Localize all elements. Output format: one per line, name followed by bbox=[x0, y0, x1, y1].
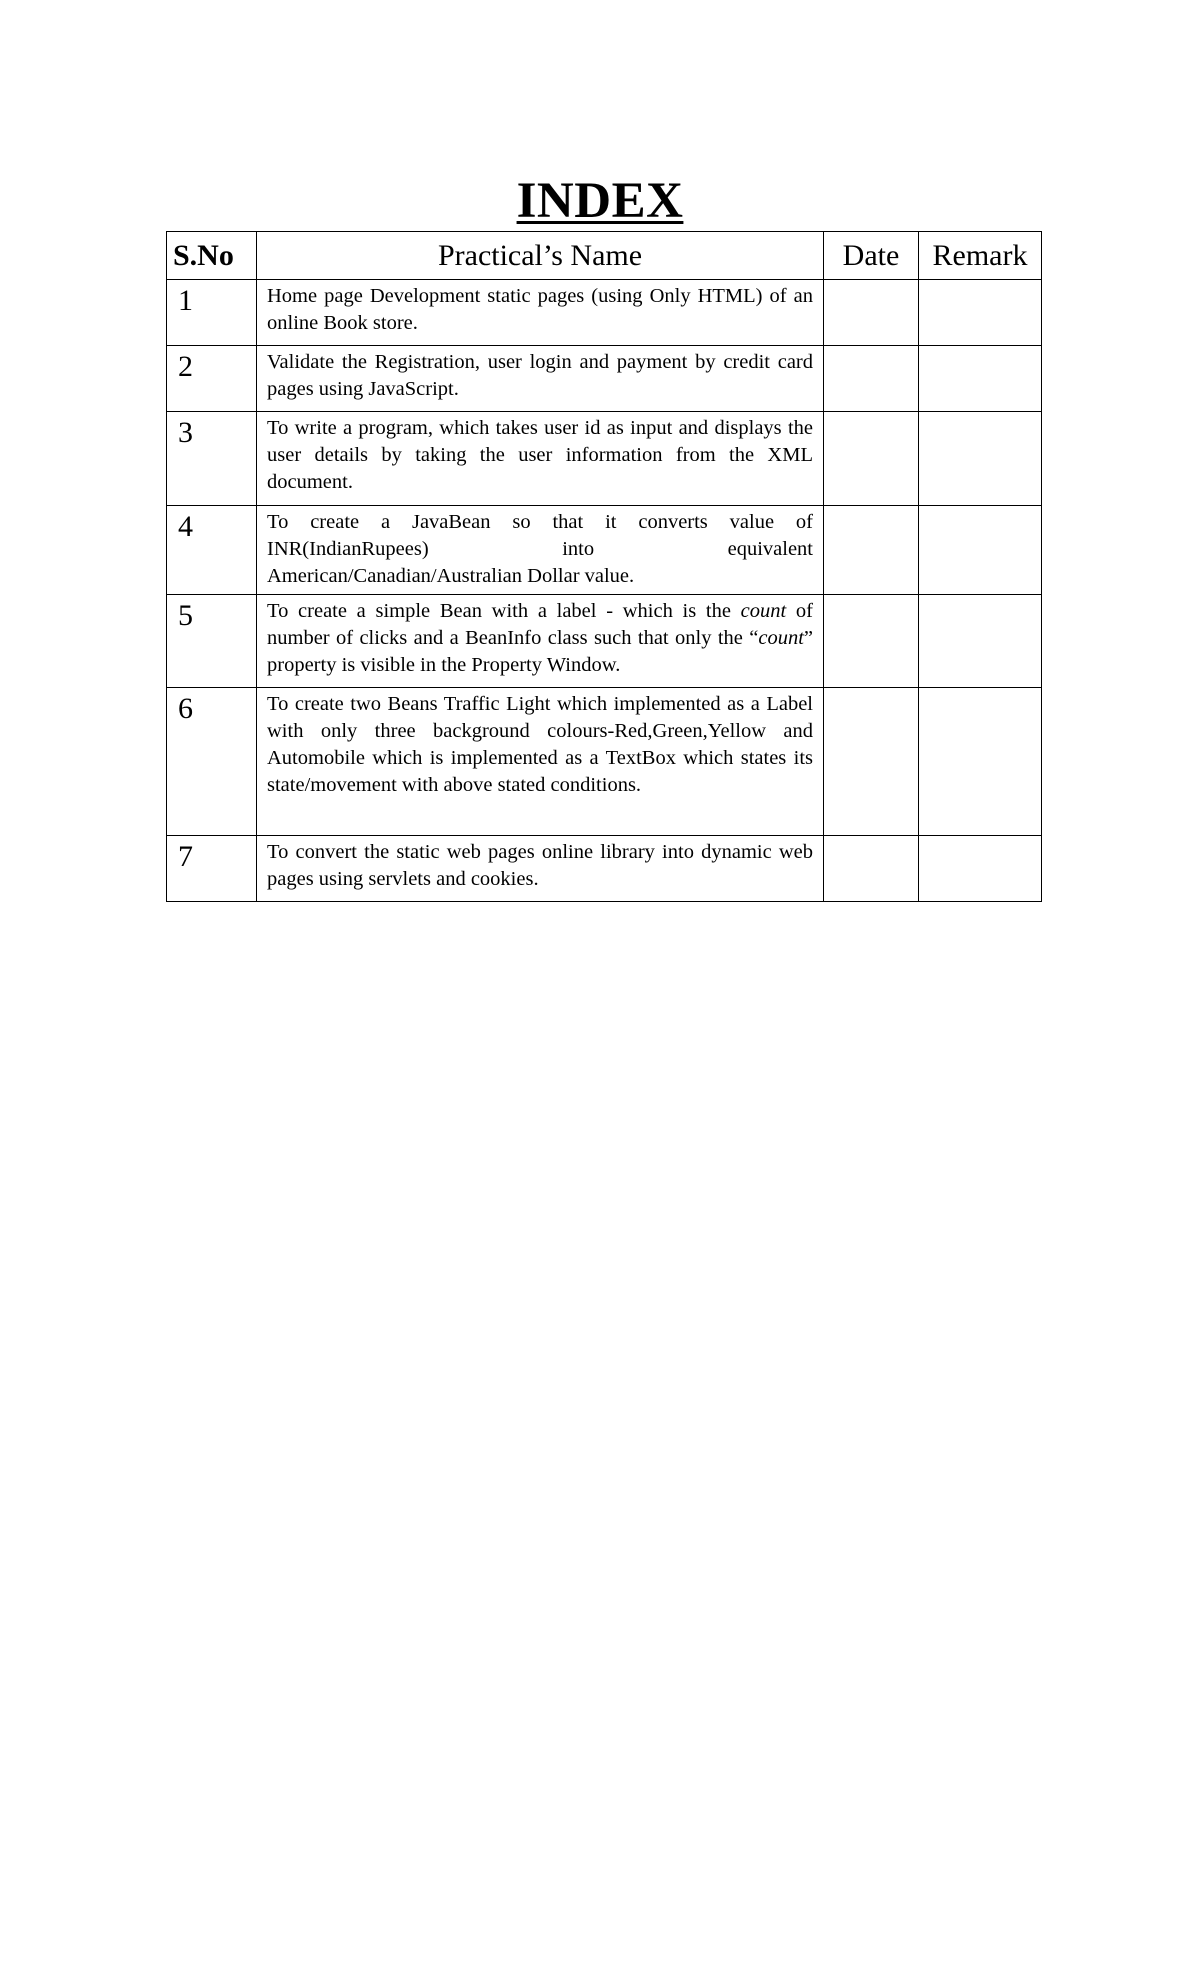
row-date bbox=[824, 346, 919, 412]
table-row bbox=[167, 412, 1042, 506]
row-sno: 1 bbox=[167, 280, 257, 346]
row-date bbox=[824, 836, 919, 902]
column-header-sno: S.No bbox=[167, 232, 257, 280]
table-row bbox=[167, 506, 1042, 595]
row-date bbox=[824, 595, 919, 688]
table-row bbox=[167, 595, 1042, 688]
row-text-part-italic: count bbox=[758, 627, 804, 649]
column-header-date: Date bbox=[824, 232, 919, 280]
row-sno: 4 bbox=[167, 506, 257, 595]
row-practical-name bbox=[257, 595, 824, 688]
row-remark bbox=[919, 836, 1042, 902]
row-text-part: of number of clicks and a BeanInfo class such that only the “ bbox=[267, 600, 814, 649]
table-row bbox=[167, 836, 1042, 902]
row-remark bbox=[919, 595, 1042, 688]
table-row bbox=[167, 346, 1042, 412]
column-header-remark: Remark bbox=[919, 232, 1042, 280]
table-row bbox=[167, 280, 1042, 346]
row-sno: 2 bbox=[167, 346, 257, 412]
row-date bbox=[824, 280, 919, 346]
row-remark bbox=[919, 412, 1042, 506]
row-sno: 7 bbox=[167, 836, 257, 902]
row-sno: 6 bbox=[167, 688, 257, 836]
row-date bbox=[824, 412, 919, 506]
row-remark bbox=[919, 506, 1042, 595]
row-practical-name: To create a JavaBean so that it converts value of INR(IndianRupees) into equivalent American/Canadian/Australian Dollar value. bbox=[257, 506, 824, 595]
row-remark bbox=[919, 346, 1042, 412]
row-date bbox=[824, 506, 919, 595]
row-practical-name: To write a program, which takes user id as input and displays the user details by taking the user information from the XML document. bbox=[257, 412, 824, 506]
table-row bbox=[167, 688, 1042, 836]
index-table bbox=[166, 231, 1042, 902]
row-sno: 5 bbox=[167, 595, 257, 688]
row-text-part: To create a simple Bean with a label - which is the bbox=[267, 600, 741, 622]
row-remark bbox=[919, 688, 1042, 836]
table-header-row bbox=[167, 232, 1042, 280]
row-practical-name: To create two Beans Traffic Light which implemented as a Label with only three background colours-Red,Green,Yellow and Automobile which is implemented as a TextBox which states its state/movement with above stated conditions. bbox=[257, 688, 824, 836]
row-date bbox=[824, 688, 919, 836]
page-title: INDEX bbox=[516, 173, 684, 229]
row-sno: 3 bbox=[167, 412, 257, 506]
column-header-practical-name: Practical’s Name bbox=[257, 232, 824, 280]
row-practical-name: Home page Development static pages (using Only HTML) of an online Book store. bbox=[257, 280, 824, 346]
row-text-part-italic: count bbox=[740, 600, 787, 622]
row-practical-name: Validate the Registration, user login and payment by credit card pages using JavaScript. bbox=[257, 346, 824, 412]
row-text-part: ” property is visible in the Property Window. bbox=[267, 627, 813, 676]
row-remark bbox=[919, 280, 1042, 346]
row-practical-name: To convert the static web pages online library into dynamic web pages using servlets and cookies. bbox=[257, 836, 824, 902]
